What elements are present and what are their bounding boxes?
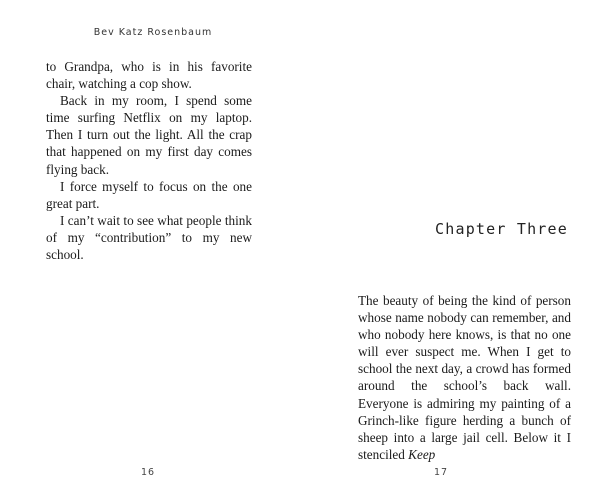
paragraph-text: The beauty of being the kind of person whose name nobody can remember, and who nobody here knows, is that no one will ever suspect me. When I get to school the next day, a crowd has formed around the school’s back wall. Everyone is admiring my painting of a Grinch-like figure herding a bunch of sheep into a large jail cell. Below it I stenciled bbox=[358, 293, 571, 462]
paragraph: Back in my room, I spend some time surfing Netflix on my laptop. Then I turn out the light. All the crap that happened on my first day comes flying back. bbox=[46, 93, 252, 177]
right-page bbox=[306, 0, 612, 504]
chapter-opening-paragraph bbox=[358, 292, 571, 463]
paragraph-italic-tail: Keep bbox=[408, 446, 436, 462]
paragraph: I force myself to focus on the one great part. bbox=[46, 178, 252, 211]
left-page-body bbox=[46, 58, 252, 263]
page-number-right: 17 bbox=[433, 467, 449, 478]
chapter-title: Chapter Three bbox=[435, 220, 568, 238]
paragraph: I can’t wait to see what people think of my “contribution” to my new school. bbox=[46, 212, 252, 263]
paragraph-continuation: to Grandpa, who is in his favorite chair, watching a cop show. bbox=[46, 59, 252, 92]
running-head-author: Bev Katz Rosenbaum bbox=[93, 27, 213, 38]
right-page-body bbox=[358, 292, 571, 463]
page-number-left: 16 bbox=[140, 467, 156, 478]
